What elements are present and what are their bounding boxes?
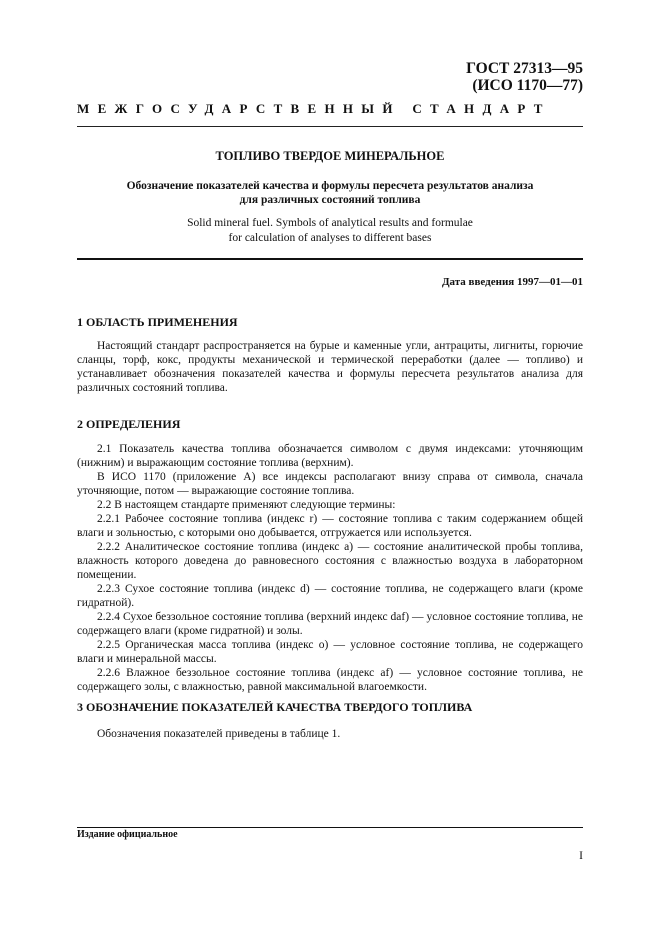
iso-number: (ИСО 1170—77) [472,77,583,94]
paragraph: 2.1 Показатель качества топлива обозначается символом с двумя индексами: уточняющим (нижним) и выражающим состояние топлива (верхним). [77,443,583,469]
header-rule [77,126,583,127]
footer-rule [77,827,583,828]
paragraph: Настоящий стандарт распространяется на бурые и каменные угли, антрациты, лигниты, горючие сланцы, торф, кокс, продукты механической и термической переработки (далее — топливо) и устанавливает обозначения показателей качества и формулы пересчета результатов анализа для различных состояний топлива. [77,340,583,394]
document-subtitle [77,179,583,207]
section-heading-scope: 1 ОБЛАСТЬ ПРИМЕНЕНИЯ [77,315,238,329]
paragraph: В ИСО 1170 (приложение А) все индексы располагают внизу справа от символа, сначала уточняющие, потом — выражающие состояние топлива. [77,471,583,497]
interstate-standard-banner: МЕЖГОСУДАРСТВЕННЫЙ СТАНДАРТ [77,101,551,116]
official-edition-label: Издание официальное [77,829,178,840]
section-body-scope [77,339,583,395]
document-title: ТОПЛИВО ТВЕРДОЕ МИНЕРАЛЬНОЕ [215,149,445,163]
paragraph: 2.2.2 Аналитическое состояние топлива (индекс a) — состояние аналитической пробы топлива, влажность которого доведена до равновесного состояния с влажностью воздуха в лабораторном помещении. [77,541,583,581]
gost-number: ГОСТ 27313—95 [466,60,583,77]
title-rule [77,258,583,260]
section-heading-designations: 3 ОБОЗНАЧЕНИЕ ПОКАЗАТЕЛЕЙ КАЧЕСТВА ТВЕРДОГО ТОПЛИВА [77,700,473,714]
english-title [77,216,583,246]
english-title-line: Solid mineral fuel. Symbols of analytical results and formulae [187,217,473,229]
paragraph: 2.2.6 Влажное беззольное состояние топлива (индекс af) — условное состояние топлива, не содержащего золы, с влажностью, равной максимальной влагоемкости. [77,667,583,693]
paragraph: Обозначения показателей приведены в таблице 1. [97,728,341,740]
paragraph: 2.2.4 Сухое беззольное состояние топлива (верхний индекс daf) — условное состояние топлива, не содержащего влаги (кроме гидратной) и золы. [77,611,583,637]
paragraph: 2.2.5 Органическая масса топлива (индекс o) — условное состояние топлива, не содержащего влаги и минеральной массы. [77,639,583,665]
section-heading-definitions: 2 ОПРЕДЕЛЕНИЯ [77,417,181,431]
introduction-date: Дата введения 1997—01—01 [441,276,583,288]
subtitle-line: для различных состояний топлива [239,194,421,206]
standard-number-block [466,60,583,94]
paragraph: 2.2.1 Рабочее состояние топлива (индекс r) — состояние топлива с таким содержанием общей влаги и зольностью, с которыми оно добывается, отгружается или используется. [77,513,583,539]
paragraph: 2.2.3 Сухое состояние топлива (индекс d) — состояние топлива, не содержащего влаги (кроме гидратной). [77,583,583,609]
english-title-line: for calculation of analyses to different bases [228,232,432,244]
page-number: I [579,850,583,862]
section-body-definitions [77,442,583,694]
paragraph: 2.2 В настоящем стандарте применяют следующие термины: [97,499,396,511]
subtitle-line: Обозначение показателей качества и формулы пересчета результатов анализа [126,180,534,192]
section-body-designations [77,727,583,741]
